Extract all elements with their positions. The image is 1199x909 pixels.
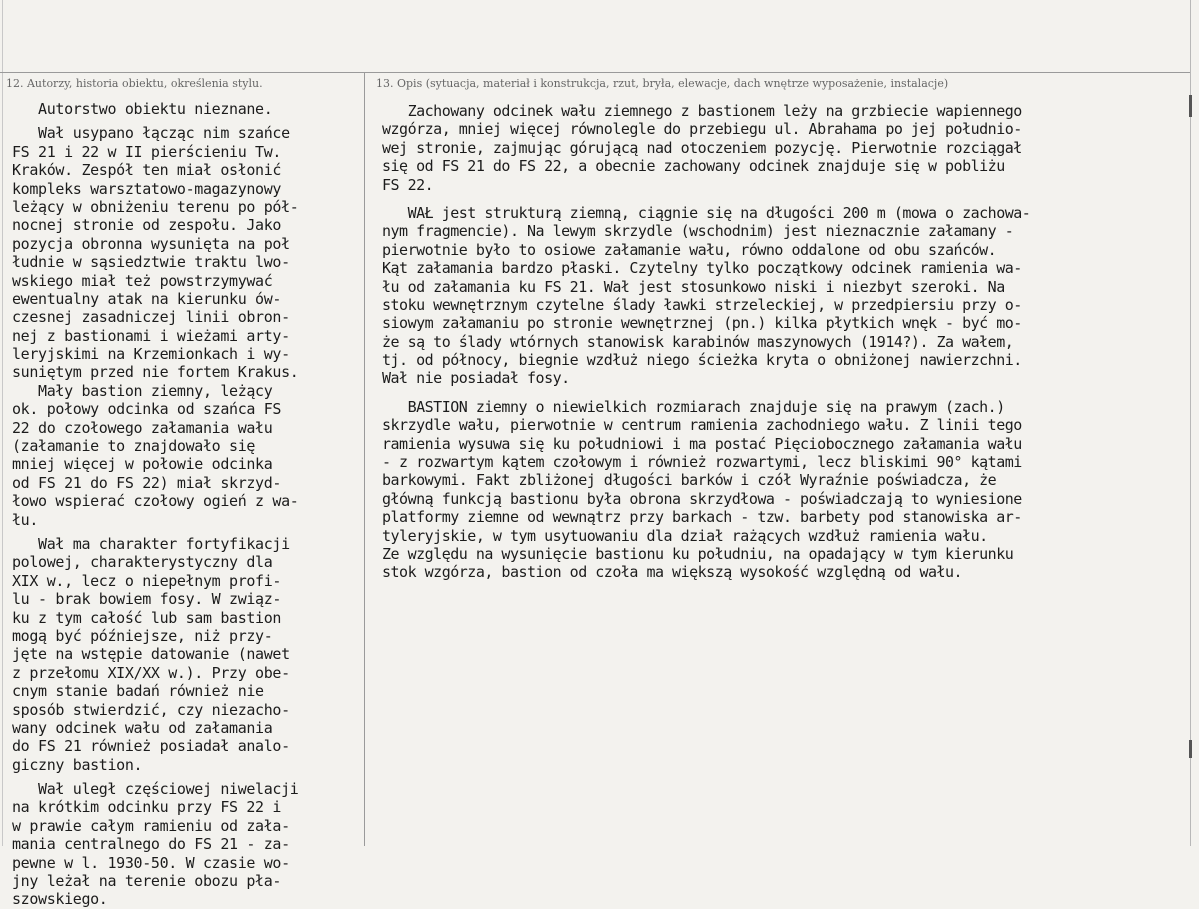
paragraph [12,124,360,529]
text-line: sposób stwierdzić, czy niezacho- [12,700,290,719]
text-line: FS 22. [382,175,434,194]
text-line: tyleryjskie, w tym usytuowaniu dla dział rażących wzdłuż ramienia wału. [382,526,988,545]
text-line: polowej, charakterystyczny dla [12,553,273,572]
section-12-header: 12. Autorzy, historia obiektu, określenia stylu. [6,77,263,90]
paragraph [382,398,1187,582]
text-line: XIX w., lecz o niepełnym profi- [12,571,282,590]
text-line: pewne w l. 1930-50. W czasie wo- [12,853,290,872]
section-13-header: 13. Opis (sytuacja, materiał i konstrukcja, rzut, bryła, elewacje, dach wnętrze wyposażenie, instalacje) [376,77,949,90]
text-line: główną funkcją bastionu była obrona skrzydłowa - poświadczają to wyniesione [382,489,1022,508]
edge-mark [1189,95,1192,117]
page-edge-right [1190,0,1191,846]
text-line: Wał uległ częściowej niwelacji [12,780,299,799]
text-line: na krótkim odcinku przy FS 22 i [12,798,282,817]
text-line: od FS 21 do FS 22) miał skrzyd- [12,473,282,492]
text-line: platformy ziemne od wewnątrz przy barkach - tzw. barbety pod stanowiska ar- [382,508,1022,527]
text-line: BASTION ziemny o niewielkich rozmiarach znajduje się na prawym (zach.) [382,397,1005,416]
text-line: wany odcinek wału od załamania [12,718,273,737]
text-line: barkowymi. Fakt zbliżonej długości barków i czół Wyraźnie poświadcza, że [382,471,997,490]
text-line: Kraków. Zespół ten miał osłonić [12,161,282,180]
text-line: wzgórza, mniej więcej równolegle do przebiegu ul. Abrahama po jej południo- [382,120,1022,139]
text-line: jny leżał na terenie obozu pła- [12,872,282,891]
text-line: tj. od północy, biegnie wzdłuż niego ścieżka kryta o obniżonej nawierzchni. [382,351,1022,370]
text-line: Wał ma charakter fortyfikacji [12,534,290,553]
text-line: łu. [12,510,39,529]
column-divider [364,72,365,846]
text-line: łu od załamania ku FS 21. Wał jest stosunkowo niski i niezbyt szeroki. Na [382,277,1005,296]
text-line: czesnej zasadniczej linii obron- [12,308,290,327]
text-line: Wał nie posiadał fosy. [382,369,570,388]
text-line: cnym stanie badań również nie [12,682,264,701]
text-line: się od FS 21 do FS 22, a obecnie zachowany odcinek znajduje się w pobliżu [382,157,1005,176]
text-line: mania centralnego do FS 21 - za- [12,835,290,854]
text-line: Mały bastion ziemny, leżący [12,381,273,400]
text-line: WAŁ jest strukturą ziemną, ciągnie się na długości 200 m (mowa o zachowa- [382,203,1031,222]
text-line: ok. połowy odcinka od szańca FS [12,400,282,419]
text-line: mogą być późniejsze, niż przy- [12,626,273,645]
text-line: stok wzgórza, bastion od czoła ma większą wysokość względną od wału. [382,563,963,582]
text-line: (załamanie to znajdowało się [12,437,256,456]
text-line: leryjskimi na Krzemionkach i wy- [12,345,290,364]
text-line: do FS 21 również posiadał analo- [12,737,290,756]
text-line: stoku wewnętrznym czytelne ślady ławki strzeleckiej, w przedpiersiu przy o- [382,295,1022,314]
header-rule [0,72,1190,73]
paragraph [382,204,1187,388]
text-line: ku z tym całość lub sam bastion [12,608,282,627]
text-line: Wał usypano łącząc nim szańce [12,124,290,143]
text-line: nej z bastionami i wieżami arty- [12,326,290,345]
text-line: Zachowany odcinek wału ziemnego z bastionem leży na grzbiecie wapiennego [382,102,1022,120]
paragraph [12,100,360,118]
text-line: leżący w obniżeniu terenu po pół- [12,197,299,216]
text-line: 22 do czołowego załamania wału [12,418,273,437]
history-column [12,100,360,909]
text-line: ramienia wysuwa się ku południowi i ma postać Pięciobocznego załamania wału [382,434,1022,453]
text-line: Autorstwo obiektu nieznane. [12,100,273,118]
text-line: nym fragmencie). Na lewym skrzydle (wschodnim) jest nieznacznie załamany - [382,222,1014,241]
paragraph [382,102,1187,194]
text-line: Kąt załamania bardzo płaski. Czytelny tylko początkowy odcinek ramienia wa- [382,259,1022,278]
text-line: siowym załamaniu po stronie wewnętrznej (pn.) kilka płytkich wnęk - być mo- [382,314,1022,333]
text-line: że są to ślady wtórnych stanowisk karabinów maszynowych (1914?). Za wałem, [382,332,1014,351]
text-line: suniętym przed nie fortem Krakus. [12,363,299,382]
paragraph [12,780,360,909]
text-line: z przełomu XIX/XX w.). Przy obe- [12,663,290,682]
text-line: giczny bastion. [12,755,143,774]
description-column [382,102,1187,582]
text-line: łudnie w sąsiedztwie traktu lwo- [12,253,290,272]
text-line: wej stronie, zajmując górującą nad otoczeniem pozycję. Pierwotnie rozciągał [382,138,1022,157]
text-line: pozycja obronna wysunięta na poł [12,234,290,253]
text-line: łowo wspierać czołowy ogień z wa- [12,492,299,511]
text-line: mniej więcej w połowie odcinka [12,455,273,474]
edge-mark [1189,740,1192,758]
text-line: pierwotnie było to osiowe załamanie wału, równo oddalone od obu szańców. [382,240,997,259]
text-line: szowskiego. [12,890,108,909]
text-line: ewentualny atak na kierunku ów- [12,289,282,308]
text-line: lu - brak bowiem fosy. W związ- [12,590,282,609]
text-line: skrzydle wału, pierwotnie w centrum ramienia zachodniego wału. Z linii tego [382,416,1022,435]
text-line: nocnej stronie od zespołu. Jako [12,216,282,235]
text-line: w prawie całym ramieniu od zała- [12,816,290,835]
page-edge-left [2,0,3,846]
text-line: Ze względu na wysunięcie bastionu ku południu, na opadający w tym kierunku [382,544,1014,563]
text-line: wskiego miał też powstrzymywać [12,271,273,290]
text-line: jęte na wstępie datowanie (nawet [12,645,290,664]
text-line: - z rozwartym kątem czołowym i również rozwartymi, lecz bliskimi 90° kątami [382,453,1022,472]
text-line: kompleks warsztatowo-magazynowy [12,179,282,198]
paragraph [12,535,360,774]
text-line: FS 21 i 22 w II pierścieniu Tw. [12,142,282,161]
